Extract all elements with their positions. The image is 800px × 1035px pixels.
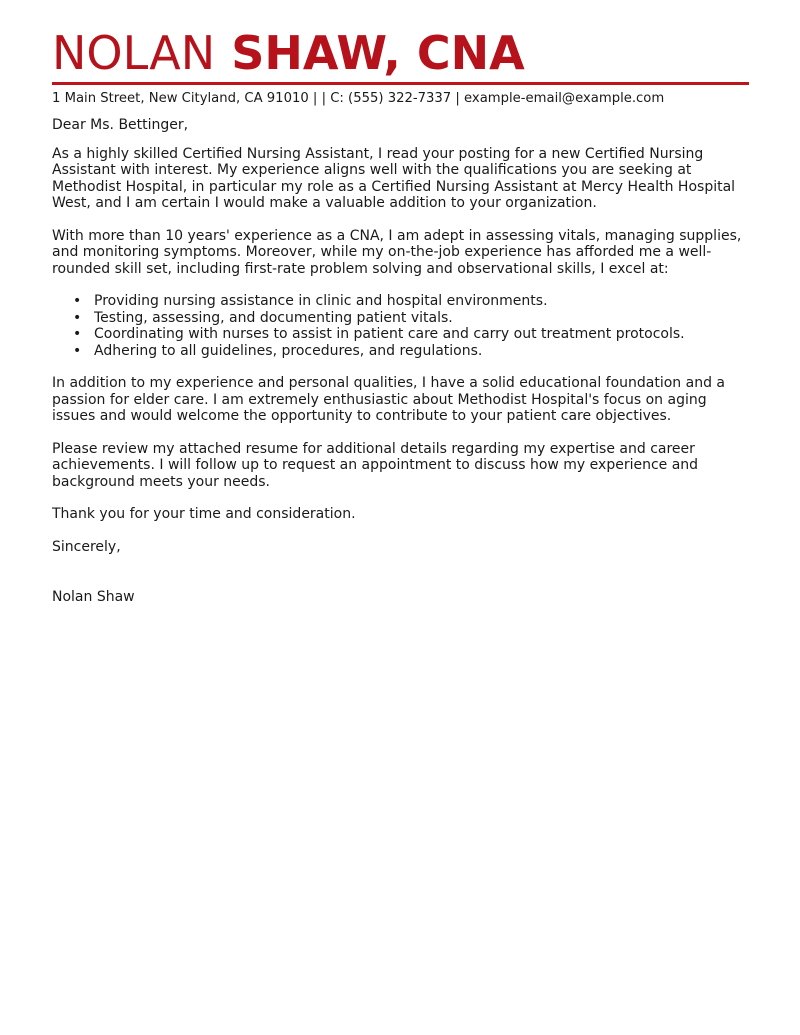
first-name: NOLAN — [52, 26, 216, 80]
paragraph-experience: With more than 10 years' experience as a CNA, I am adept in assessing vitals, managing supplies, and monitoring symptoms. Moreover, while my on-the-job experience has afforded me a well-rounded skill set, including first-rate problem solving and observational skills, I excel at: — [52, 227, 742, 277]
list-item — [73, 309, 752, 327]
paragraph-intro: As a highly skilled Certified Nursing Assistant, I read your posting for a new Certified Nursing Assistant with interest. My experience aligns well with the qualifications you are seeking at Methodist Hospital, in particular my role as a Certified Nursing Assistant at Mercy Health Hospital West, and I am certain I would make a valuable addition to your organization. — [52, 145, 736, 211]
skills-list — [52, 293, 752, 359]
list-item-text: Adhering to all guidelines, procedures, and regulations. — [94, 342, 483, 359]
list-item — [73, 326, 752, 343]
header-divider — [52, 82, 749, 85]
bullet-icon: • — [73, 309, 82, 326]
letter-body — [52, 117, 752, 606]
list-item-text: Testing, assessing, and documenting patient vitals. — [94, 309, 453, 326]
list-item — [73, 293, 752, 310]
bullet-icon: • — [73, 326, 82, 342]
contact-line: 1 Main Street, New Cityland, CA 91010 | | C: (555) 322-7337 | example-email@example.com — [52, 91, 665, 106]
closing: Sincerely, — [52, 538, 121, 555]
list-item — [73, 342, 752, 360]
signature: Nolan Shaw — [52, 589, 135, 605]
bullet-icon: • — [73, 342, 82, 359]
last-name: SHAW, CNA — [231, 26, 525, 80]
applicant-name — [52, 28, 752, 78]
salutation: Dear Ms. Bettinger, — [52, 117, 189, 133]
cover-letter — [52, 28, 752, 622]
paragraph-follow-up: Please review my attached resume for additional details regarding my expertise and career achievements. I will follow up to request an appointment to discuss how my experience and background meets your needs. — [52, 440, 699, 490]
list-item-text: Providing nursing assistance in clinic and hospital environments. — [94, 293, 548, 309]
paragraph-thanks: Thank you for your time and consideration. — [52, 506, 356, 522]
list-item-text: Coordinating with nurses to assist in patient care and carry out treatment protocols. — [94, 326, 685, 342]
bullet-icon: • — [73, 293, 82, 309]
paragraph-education: In addition to my experience and personal qualities, I have a solid educational foundation and a passion for elder care. I am extremely enthusiastic about Methodist Hospital's focus on aging issues and would welcome the opportunity to contribute to your patient care objectives. — [52, 375, 725, 424]
